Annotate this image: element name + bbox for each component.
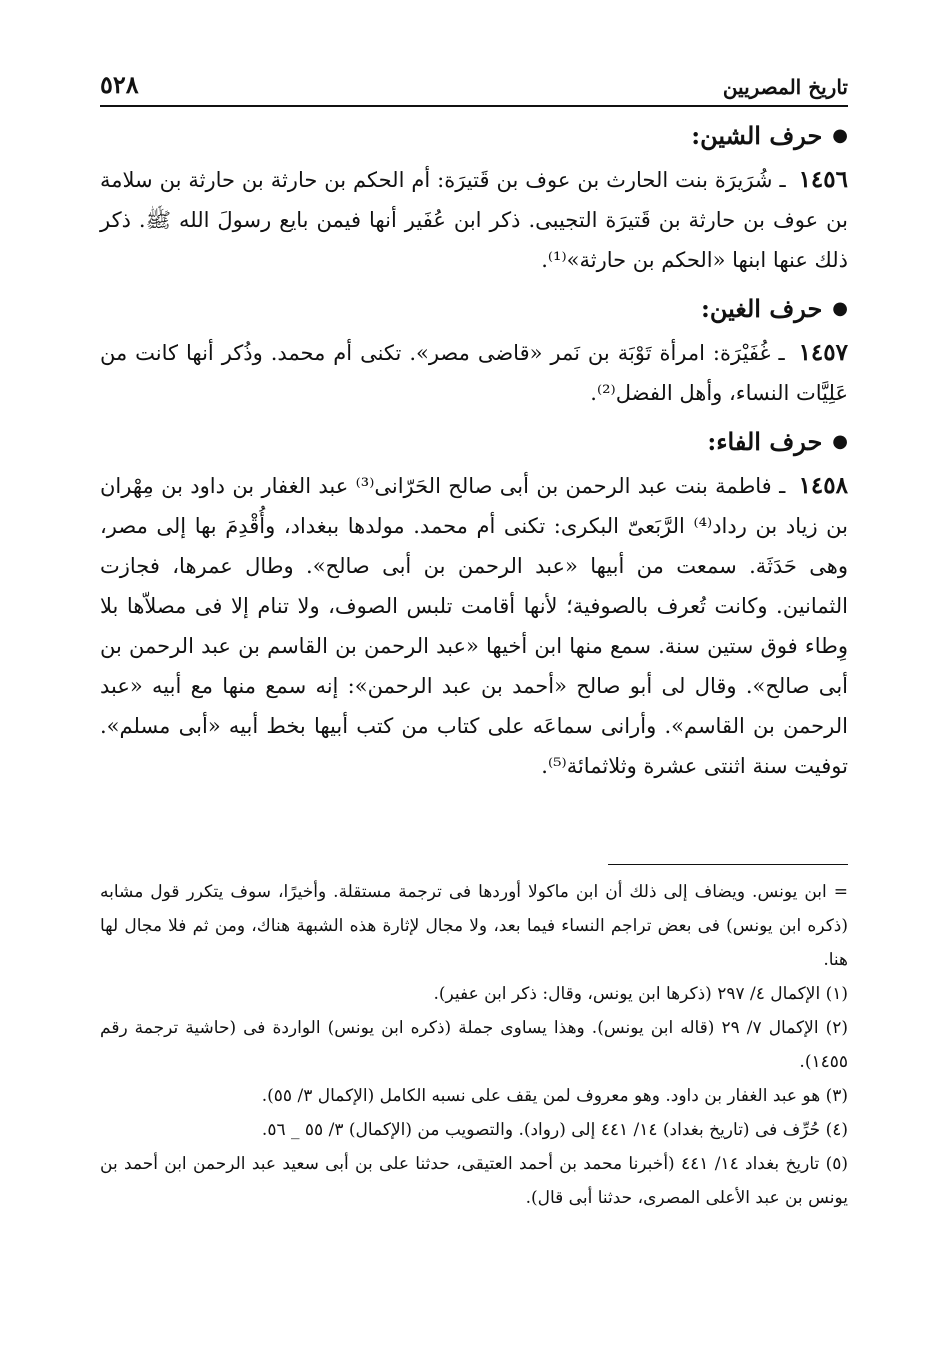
entry-1458: ١٤٥٨ ـ فاطمة بنت عبد الرحمن بن أبى صالح الحَرّانى⁽³⁾ عبد الغفار بن داود بن مِهْران بن زياد بن رداد⁽⁴⁾ الرَّبَعىّ البكرى: تكنى أم محمد. مولدها ببغداد، وأُقْدِمَ بها إلى مصر، وهى حَدَثَة. سمعت من أبيها «عبد الرحمن بن أبى صالح». وطال عمرها، فجازت الثمانين. وكانت تُعرف بالصوفية؛ لأنها أقامت تلبس الصوف، ولا تنام إلا فى مصلاّها بلا وِطاء فوق ستين سنة. سمع منها ابن أخيها «عبد الرحمن بن القاسم بن عبد الرحمن بن أبى صالح». وقال لى أبو صالح «أحمد بن عبد الرحمن»: إنه سمع منها مع أبيه «عبد الرحمن بن القاسم». وأرانى سماعَه على كتاب من كتب أبيها بخط أبيه «أبى مسلم». توفيت سنة اثنتى عشرة وثلاثمائة⁽⁵⁾. (100, 472, 848, 778)
footnote-divider (608, 864, 848, 865)
footnote-5: (٥) تاريخ بغداد ١٤/ ٤٤١ (أخبرنا محمد بن أحمد العتيقى، حدثنا على بن أبى سعيد عبد الرحمن ابن أحمد بن يونس بن عبد الأعلى المصرى، حدثنا أبى قال). (100, 1154, 849, 1208)
section-heading-fa: ● حرف الفاء: (707, 427, 848, 456)
footnote-1: (١) الإكمال ٤/ ٢٩٧ (ذكرها ابن يونس، وقال: ذكر ابن عفير). (433, 984, 848, 1004)
entry-1457: ١٤٥٧ ـ غُفَيْرَة: امرأة تَوْبَة بن نَمر «قاضى مصر». تكنى أم محمد. وذُكر أنها كانت من عَلِيَّات النساء، وأهل الفضل⁽²⁾. (100, 339, 848, 405)
entry-number: ١٤٥٧ (798, 339, 848, 366)
entry-1456: ١٤٥٦ ـ شُرَيرَة بنت الحارث بن عوف بن قَتيرَة: أم الحكم بن حارثة بن حارثة بن سلامة بن عوف بن حارثة بن قَتيرَة التجيبى. ذكر ابن عُفَير أنها فيمن بايع رسولَ الله ﷺ. ذكر ذلك عنها ابنها «الحكم بن حارثة»⁽¹⁾. (100, 166, 848, 272)
section-heading-ghayn: ● حرف الغين: (701, 294, 848, 323)
footnote-4: (٤) حُرِّف فى (تاريخ بغداد) ١٤/ ٤٤١ إلى (رواد). والتصويب من (الإكمال) ٣/ ٥٥ _ ٥٦. (261, 1120, 848, 1140)
book-page (100, 70, 848, 1215)
section-heading-shin: ● حرف الشين: (691, 121, 848, 150)
bullet-icon: ● (832, 298, 848, 319)
bullet-icon: ● (832, 431, 848, 452)
footnote-2: (٢) الإكمال ٧/ ٢٩ (قاله ابن يونس). وهذا يساوى جملة (ذكره ابن يونس) الواردة فى (حاشية ترجمة رقم ١٤٥٥). (100, 1018, 849, 1072)
page-header (100, 70, 848, 107)
entry-number: ١٤٥٨ (798, 472, 848, 499)
running-title: تاريخ المصريين (722, 75, 848, 99)
footnotes (100, 875, 848, 1215)
entry-text: فاطمة بنت عبد الرحمن بن أبى صالح الحَرّانى⁽³⁾ عبد الغفار بن داود بن مِهْران بن زياد بن رداد⁽⁴⁾ الرَّبَعىّ البكرى: تكنى أم محمد. مولدها ببغداد، وأُقْدِمَ بها إلى مصر، وهى حَدَثَة. سمعت من أبيها «عبد الرحمن بن أبى صالح». وطال عمرها، فجازت الثمانين. وكانت تُعرف بالصوفية؛ لأنها أقامت تلبس الصوف، ولا تنام إلا فى مصلاّها بلا وِطاء فوق ستين سنة. سمع منها ابن أخيها «عبد الرحمن بن القاسم بن عبد الرحمن بن أبى صالح». وقال لى أبو صالح «أحمد بن عبد الرحمن»: إنه سمع منها مع أبيه «عبد الرحمن بن القاسم». وأرانى سماعَه على كتاب من كتب أبيها بخط أبيه «أبى مسلم». توفيت سنة اثنتى عشرة وثلاثمائة⁽⁵⁾. (100, 474, 848, 778)
bullet-icon: ● (832, 125, 848, 146)
footnote-3: (٣) هو عبد الغفار بن داود. وهو معروف لمن يقف على نسبه الكامل (الإكمال ٣/ ٥٥). (261, 1086, 848, 1106)
footnote-continuation: = ابن يونس. ويضاف إلى ذلك أن ابن ماكولا أوردها فى ترجمة مستقلة. وأخيرًا، سوف يتكرر قول مشابه (ذكره ابن يونس) فى بعض تراجم النساء فيما بعد، ولا مجال لإثارة هذه الشبهة هناك، ومن ثم فلا مجال لها هنا. (100, 882, 848, 970)
page-number: ٥٢٨ (100, 70, 139, 99)
entry-text: غُفَيْرَة: امرأة تَوْبَة بن نَمر «قاضى مصر». تكنى أم محمد. وذُكر أنها كانت من عَلِيَّات النساء، وأهل الفضل⁽²⁾. (100, 341, 848, 405)
entry-text: شُرَيرَة بنت الحارث بن عوف بن قَتيرَة: أم الحكم بن حارثة بن حارثة بن سلامة بن عوف بن حارثة بن قَتيرَة التجيبى. ذكر ابن عُفَير أنها فيمن بايع رسولَ الله ﷺ. ذكر ذلك عنها ابنها «الحكم بن حارثة»⁽¹⁾. (100, 168, 848, 272)
entry-number: ١٤٥٦ (798, 166, 848, 193)
